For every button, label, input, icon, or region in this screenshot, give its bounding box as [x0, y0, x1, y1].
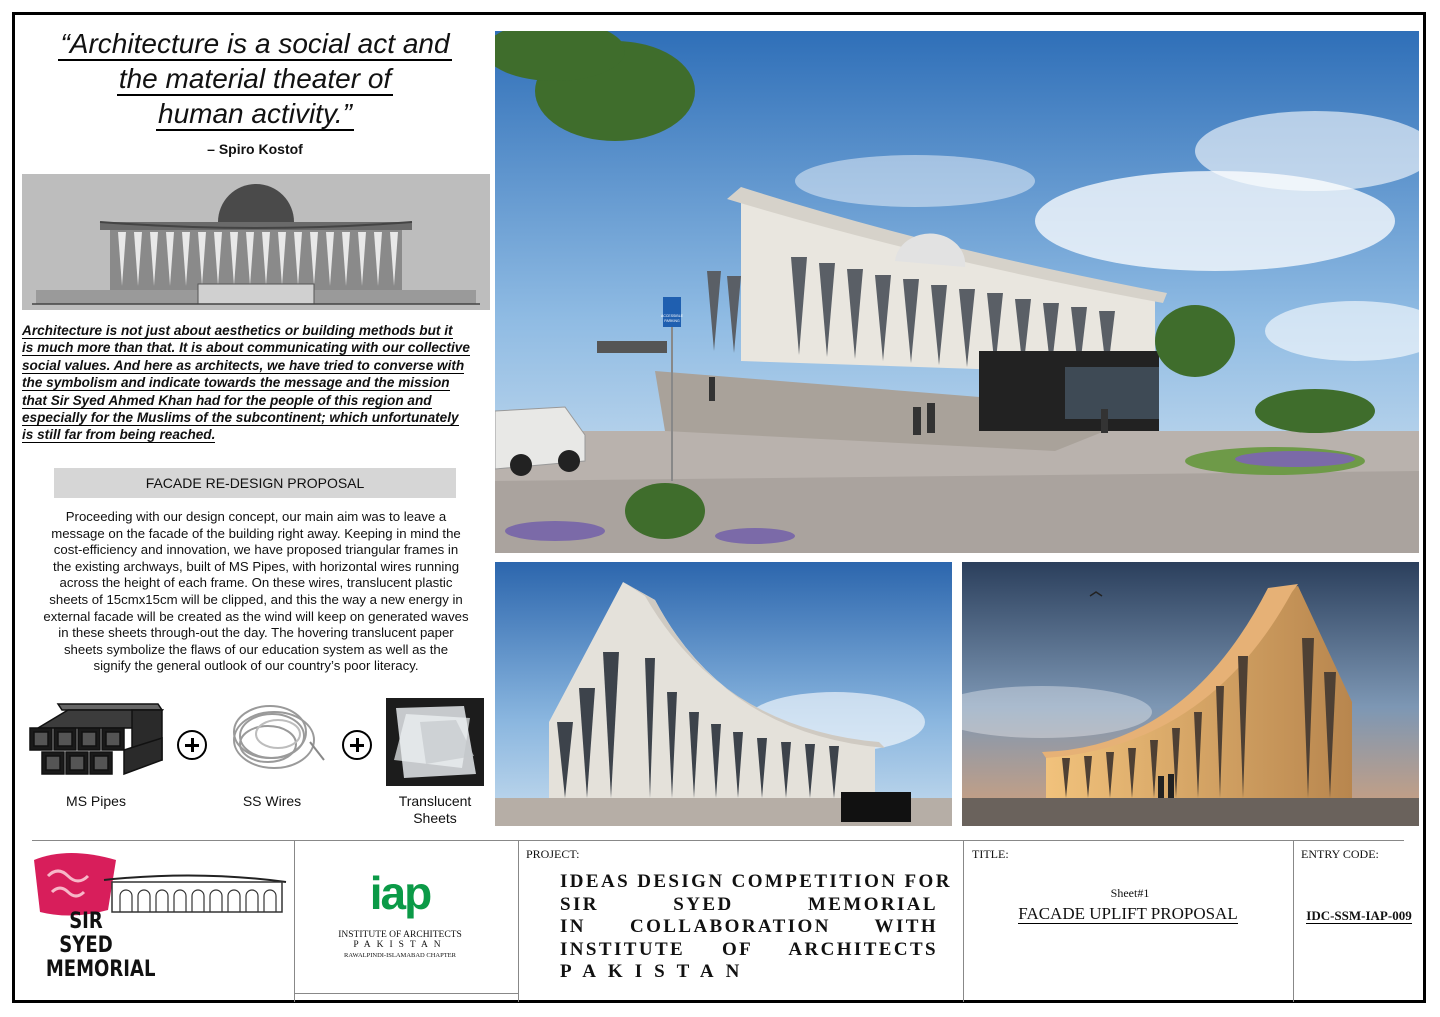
- divider: [1293, 840, 1294, 1002]
- iap-line: RAWALPINDI-ISLAMABAD CHAPTER: [344, 952, 456, 959]
- proposal-line: the existing archways, built of MS Pipes, with horizontal wires running: [52, 558, 460, 574]
- intro-paragraph: [22, 322, 492, 444]
- iap-logo: iap: [369, 867, 431, 919]
- project-line: IN COLLABORATION WITH: [560, 916, 938, 937]
- project-line: SIR SYED MEMORIAL: [560, 893, 938, 915]
- plus-icon: [177, 730, 207, 760]
- proposal-line: signify the general outlook of our country’s poor literacy.: [93, 658, 419, 674]
- ss-wires-icon: [218, 698, 328, 783]
- translucent-sheets-icon: [386, 698, 484, 791]
- project-label: PROJECT:: [526, 847, 580, 861]
- entry-code: IDC-SSM-IAP-009: [1306, 908, 1412, 923]
- project-line: PAKISTAN: [560, 961, 752, 982]
- divider: [294, 993, 518, 994]
- title-block-top-line: [32, 840, 1404, 841]
- proposal-line: sheets of 15cmx15cm will be clipped, and this the way a new energy in: [49, 591, 463, 607]
- main-render-image: [495, 31, 1419, 553]
- proposal-line: in these sheets through-out the day. The hovering translucent paper: [58, 625, 454, 641]
- material-label: SS Wires: [242, 793, 302, 809]
- quote: [22, 26, 488, 131]
- intro-line: especially for the Muslims of the subcontinent; which unfortunately: [22, 410, 459, 426]
- intro-line: the symbolism and indicate towards the message and the mission: [22, 375, 450, 391]
- quote-line: “Architecture is a social act and: [60, 28, 450, 59]
- logo-text: [45, 909, 156, 982]
- existing-elevation-drawing: [22, 174, 490, 310]
- proposal-line: external facade will be created as the wind will keep on generated waves: [43, 608, 469, 624]
- divider: [518, 840, 519, 1002]
- project-line: INSTITUTE OF ARCHITECTS: [560, 938, 938, 960]
- divider: [294, 840, 295, 1002]
- project-title: [560, 871, 952, 984]
- plus-icon: [342, 730, 372, 760]
- dusk-render-image: [962, 562, 1419, 826]
- logo-line: MEMORIAL: [45, 957, 156, 982]
- iap-line: PAKISTAN: [353, 940, 447, 950]
- proposal-line: message on the facade of the building right away. Keeping in mind the: [51, 525, 461, 541]
- quote-author: – Spiro Kostof: [207, 141, 303, 157]
- iap-name: [318, 930, 482, 961]
- material-label: Translucent Sheets: [398, 793, 472, 826]
- sign-text: ACCESSIBLE: [661, 314, 683, 318]
- intro-line: social values. And here as architects, we have tried to converse with: [22, 357, 465, 373]
- proposal-line: cost-efficiency and innovation, we have proposed triangular frames in: [53, 542, 459, 558]
- proposal-line: sheets symbolize the flaws of our education system as well as the: [63, 641, 449, 657]
- intro-line: is still far from being reached.: [22, 427, 216, 443]
- intro-line: Architecture is not just about aesthetics or building methods but it: [22, 323, 453, 338]
- proposal-title: FACADE RE-DESIGN PROPOSAL: [54, 468, 456, 498]
- intro-line: that Sir Syed Ahmed Khan had for the people of this region and: [22, 392, 432, 408]
- project-line: IDEAS DESIGN COMPETITION FOR: [560, 871, 952, 892]
- divider: [963, 840, 964, 1002]
- proposal-description: [22, 509, 490, 675]
- quote-line: the material theater of: [118, 63, 392, 94]
- sign-text: PARKING: [664, 319, 680, 323]
- logo-line: SYED: [59, 933, 113, 958]
- title-label: TITLE:: [972, 847, 1009, 861]
- ms-pipes-icon: [28, 698, 164, 791]
- iap-line: INSTITUTE OF ARCHITECTS: [338, 930, 462, 940]
- sheet-number: Sheet#1: [1110, 886, 1150, 900]
- quote-line: human activity.”: [158, 98, 352, 129]
- material-label: MS Pipes: [66, 793, 126, 809]
- proposal-line: Proceeding with our design concept, our main aim was to leave a: [65, 509, 447, 524]
- sheet-title: FACADE UPLIFT PROPOSAL: [1018, 904, 1238, 923]
- logo-line: SIR: [69, 909, 103, 934]
- day-render-image: [495, 562, 952, 826]
- intro-line: is much more than that. It is about communicating with our collective: [22, 340, 470, 356]
- entry-code-label: ENTRY CODE:: [1301, 847, 1379, 861]
- proposal-line: across the height of each frame. On these wires, translucent plastic: [59, 575, 453, 591]
